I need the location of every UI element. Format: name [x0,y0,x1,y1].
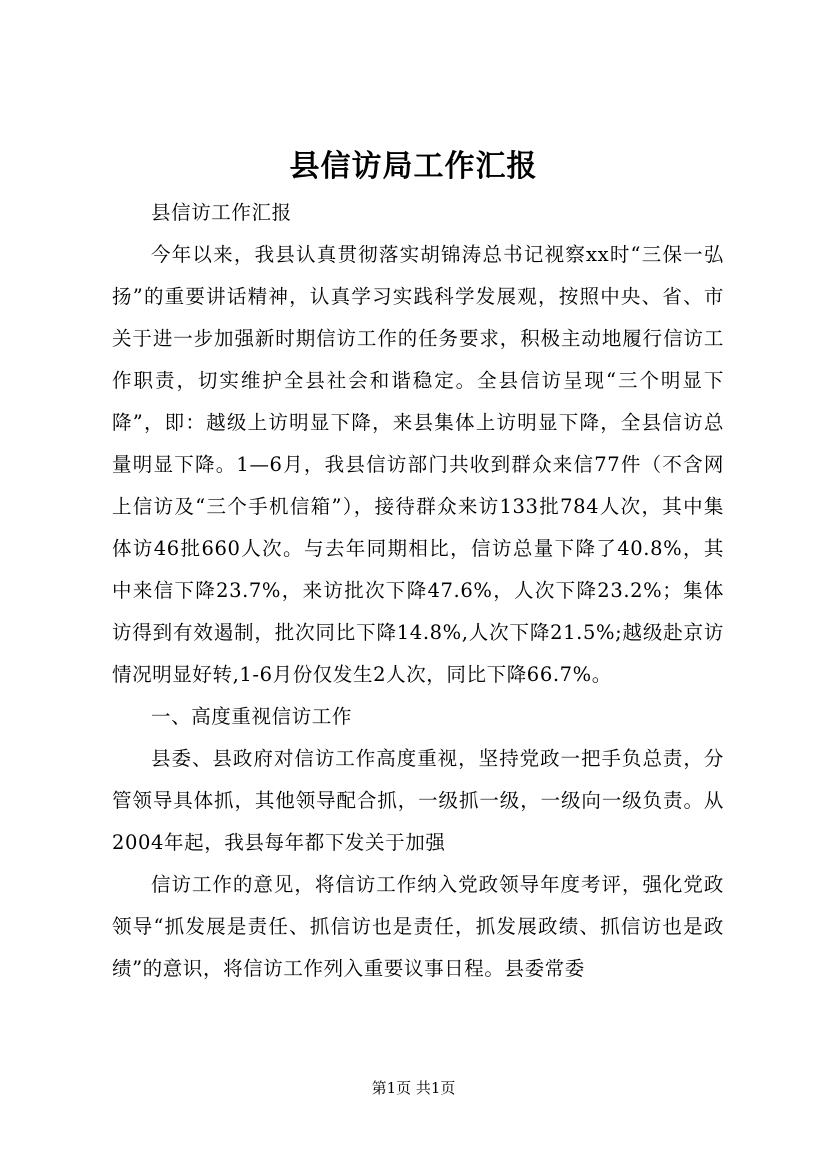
section-paragraph: 县委、县政府对信访工作高度重视，坚持党政一把手负总责，分管领导具体抓，其他领导配合抓，一级抓一级，一级向一级负责。从2004年起，我县每年都下发关于加强 [112,747,724,854]
section-heading: 一、高度重视信访工作 [151,705,353,728]
subtitle-paragraph: 县信访工作汇报 [151,201,292,224]
page-footer: 第1页 共1页 [371,1079,456,1097]
document-title: 县信访局工作汇报 [289,149,538,184]
section-paragraph: 信访工作的意见，将信访工作纳入党政领导年度考评，强化党政领导“抓发展是责任、抓信访也是责任，抓发展政绩、抓信访也是政绩”的意识，将信访工作列入重要议事日程。县委常委 [112,873,724,980]
intro-paragraph: 今年以来，我县认真贯彻落实胡锦涛总书记视察xx时“三保一弘扬”的重要讲话精神，认真学习实践科学发展观，按照中央、省、市关于进一步加强新时期信访工作的任务要求，积极主动地履行信访工作职责，切实维护全县社会和谐稳定。全县信访呈现“三个明显下降”，即：越级上访明显下降，来县集体上访明显下降，全县信访总量明显下降。1—6月，我县信访部门共收到群众来信77件（不含网上信访及“三个手机信箱”），接待群众来访133批784人次，其中集体访46批660人次。与去年同期相比，信访总量下降了40.8%，其中来信下降23.7%，来访批次下降47.6%，人次下降23.2%；集体访得到有效遏制，批次同比下降14.8%,人次下降21.5%;越级赴京访情况明显好转,1-6月份仅发生2人次，同比下降66.7%。 [112,243,724,686]
document-body [112,192,724,990]
